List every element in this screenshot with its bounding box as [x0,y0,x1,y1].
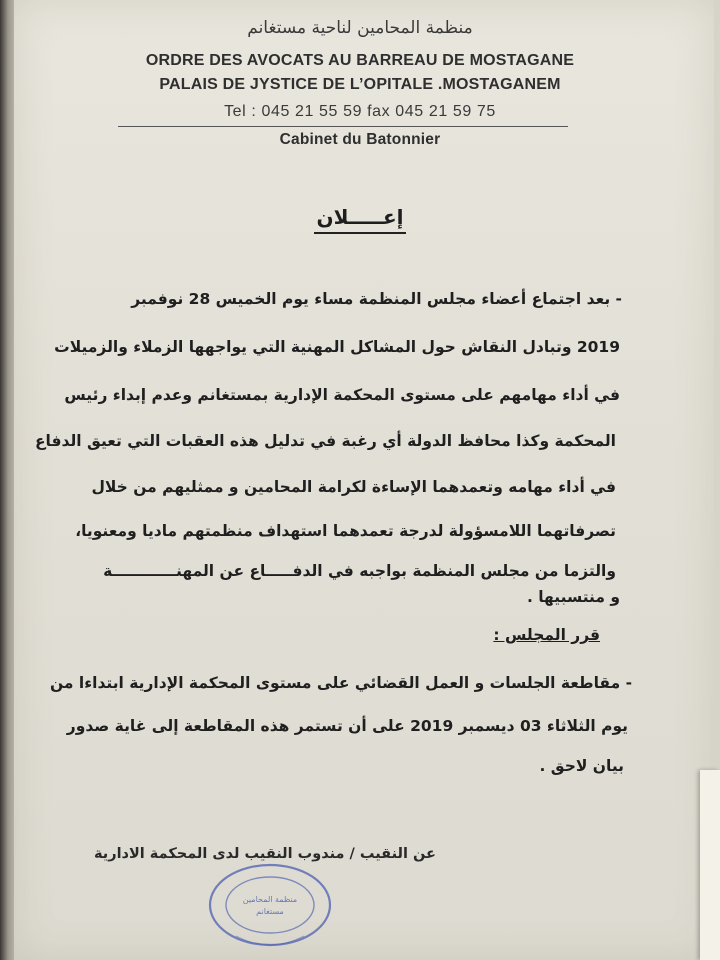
body-line: والتزما من مجلس المنظمة بواجبه في الدفـــــاع عن المهنــــــــــــة [103,562,616,580]
body-line: المحكمة وكذا محافظ الدولة أي رغبة في تدليل هذه العقبات التي تعيق الدفاع [34,432,616,450]
header-contact: Tel : 045 21 55 59 fax 045 21 59 75 [224,103,496,120]
svg-text:مستغانم: مستغانم [256,907,284,916]
decision-line: يوم الثلاثاء 03 ديسمبر 2019 على أن تستمر هذه المقاطعة إلى غاية صدور [66,717,628,735]
body-line: - بعد اجتماع أعضاء مجلس المنظمة مساء يوم الخميس 28 نوفمبر [131,290,622,308]
header-line-1: ORDRE DES AVOCATS AU BARREAU DE MOSTAGANE [145,52,575,69]
decision-line: بيان لاحق . [539,757,624,775]
header-cabinet: Cabinet du Batonnier [279,131,441,148]
signature-line: عن النقيب / مندوب النقيب لدى المحكمة الادارية [94,846,436,862]
header-arabic-org: منظمة المحامين لناحية مستغانم [247,18,473,38]
header-line-2: PALAIS DE JYSTICE DE L’OPITALE .MOSTAGANEM [159,76,561,93]
announcement-title: إعـــــلان [316,205,404,229]
official-stamp [206,862,334,948]
header-divider [118,126,568,127]
body-line: و منتسبيها . [526,588,620,606]
body-line: في أداء مهامهم على مستوى المحكمة الإدارية بمستغانم وعدم إبداء رئيس [64,386,620,404]
decision-heading: قرر المجلس : [493,626,600,644]
paper-edge [700,770,720,960]
body-line: في أداء مهامه وتعمدهما الإساءة لكرامة المحامين و ممثليهم من خلال [91,478,616,496]
body-line: 2019 وتبادل النقاش حول المشاكل المهنية التي يواجهها الزملاء والزميلات [54,338,620,356]
body-line: تصرفاتهما اللامسؤولة لدرجة تعمدهما استهداف منظمتهم ماديا ومعنويا، [75,522,616,540]
title-underline [314,232,406,234]
svg-text:منظمة المحامين: منظمة المحامين [242,895,298,904]
decision-line: - مقاطعة الجلسات و العمل القضائي على مستوى المحكمة الإدارية ابتداءا من [49,674,632,692]
